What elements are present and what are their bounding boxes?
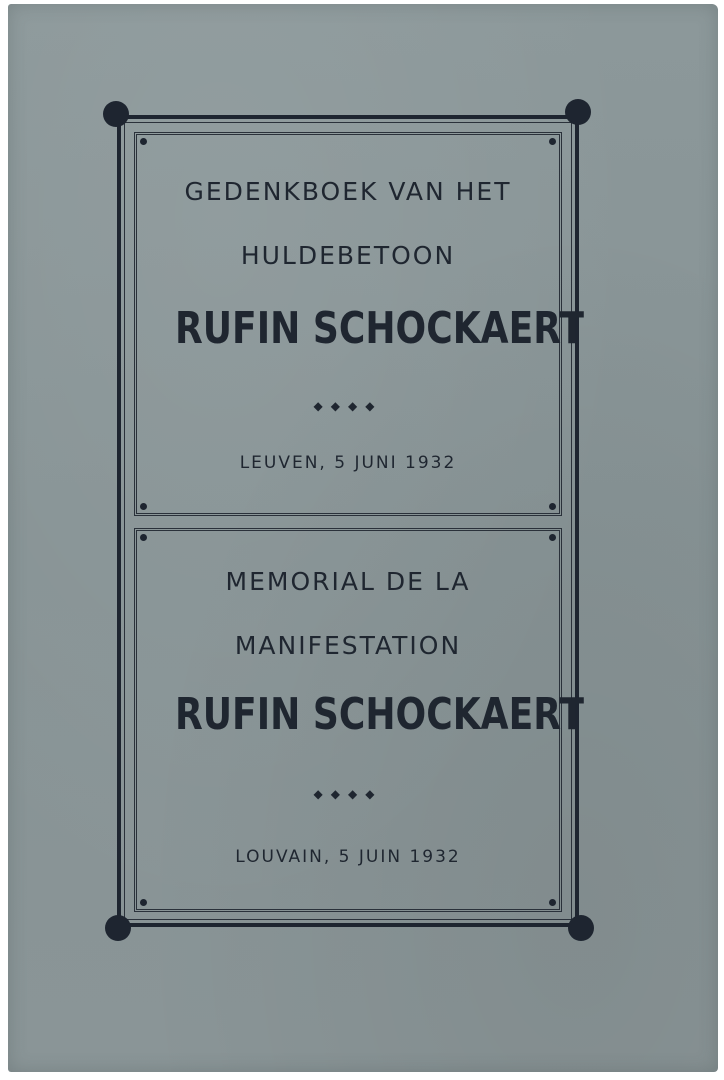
dutch-name: RUFIN SCHOCKAERT — [174, 303, 585, 354]
dutch-line-1: GEDENKBOEK VAN HET — [184, 177, 512, 206]
dutch-panel — [134, 132, 585, 516]
panel-corner-dot — [140, 138, 147, 145]
corner-dot-bottom-right — [568, 915, 594, 941]
french-name: RUFIN SCHOCKAERT — [174, 689, 585, 740]
dutch-ornament: ◆◆◆◆ — [313, 399, 383, 413]
dutch-date: LEUVEN, 5 JUNI 1932 — [239, 453, 457, 473]
corner-dot-top-left — [103, 101, 129, 127]
panel-corner-dot — [140, 899, 147, 906]
panel-corner-dot — [549, 503, 556, 510]
french-date: LOUVAIN, 5 JUIN 1932 — [235, 847, 461, 867]
corner-dot-top-right — [565, 99, 591, 125]
panel-corner-dot — [140, 503, 147, 510]
french-line-1: MEMORIAL DE LA — [225, 567, 471, 596]
panel-corner-dot — [140, 534, 147, 541]
panel-corner-dot — [549, 534, 556, 541]
french-panel — [134, 528, 585, 912]
panel-corner-dot — [549, 138, 556, 145]
french-line-2: MANIFESTATION — [234, 631, 462, 660]
french-ornament: ◆◆◆◆ — [313, 787, 383, 801]
panel-corner-dot — [549, 899, 556, 906]
corner-dot-bottom-left — [105, 915, 131, 941]
dutch-line-2: HULDEBETOON — [240, 241, 456, 270]
